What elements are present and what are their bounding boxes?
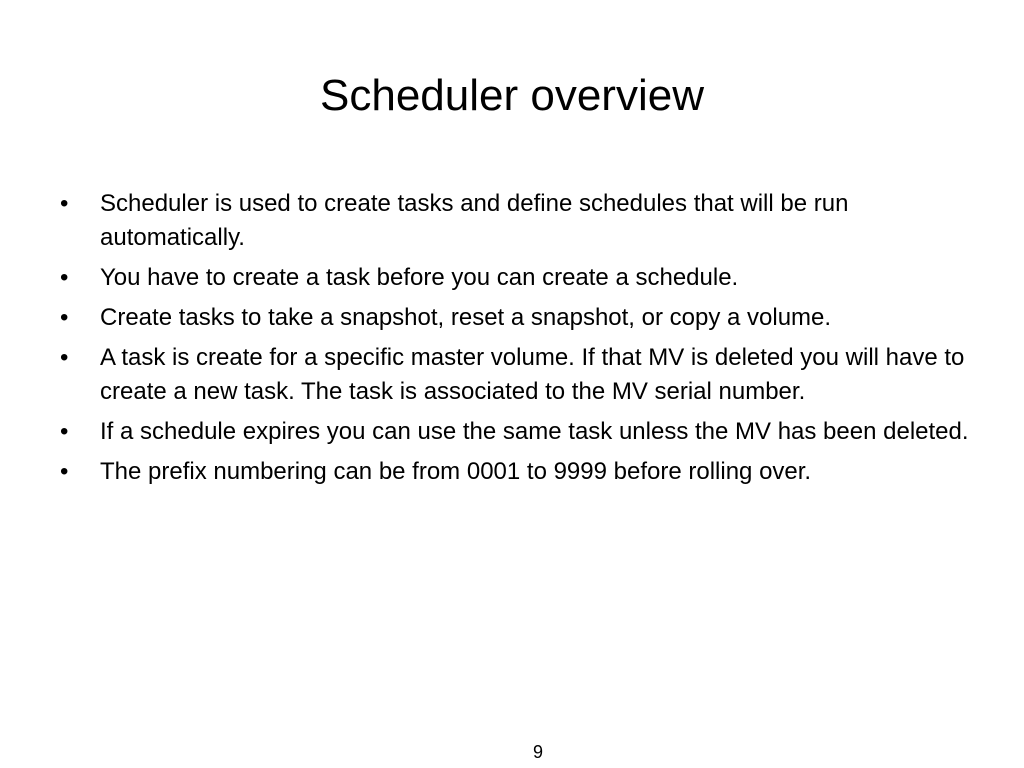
bullet-icon: • bbox=[60, 304, 69, 331]
bullet-item bbox=[54, 301, 974, 335]
bullet-text: The prefix numbering can be from 0001 to 9999 before rolling over. bbox=[100, 458, 812, 485]
bullet-text: Scheduler is used to create tasks and define schedules that will be run automatically. bbox=[100, 190, 849, 251]
bullet-item bbox=[54, 415, 974, 449]
bullet-icon: • bbox=[60, 344, 69, 371]
page-number: 9 bbox=[532, 742, 543, 762]
bullet-item bbox=[54, 261, 974, 295]
bullet-item bbox=[54, 341, 974, 409]
bullet-icon: • bbox=[60, 264, 69, 291]
bullet-text: Create tasks to take a snapshot, reset a snapshot, or copy a volume. bbox=[100, 304, 832, 331]
bullet-icon: • bbox=[60, 418, 69, 445]
bullet-icon: • bbox=[60, 458, 69, 485]
bullet-list bbox=[54, 187, 974, 495]
bullet-item bbox=[54, 455, 974, 489]
bullet-text: A task is create for a specific master volume. If that MV is deleted you will have to create a new task. The task is associated to the MV serial number. bbox=[100, 344, 965, 405]
bullet-item bbox=[54, 187, 974, 255]
slide-title: Scheduler overview bbox=[320, 71, 704, 120]
bullet-icon: • bbox=[60, 190, 69, 217]
bullet-text: You have to create a task before you can create a schedule. bbox=[100, 264, 739, 291]
bullet-text: If a schedule expires you can use the same task unless the MV has been deleted. bbox=[100, 418, 969, 445]
